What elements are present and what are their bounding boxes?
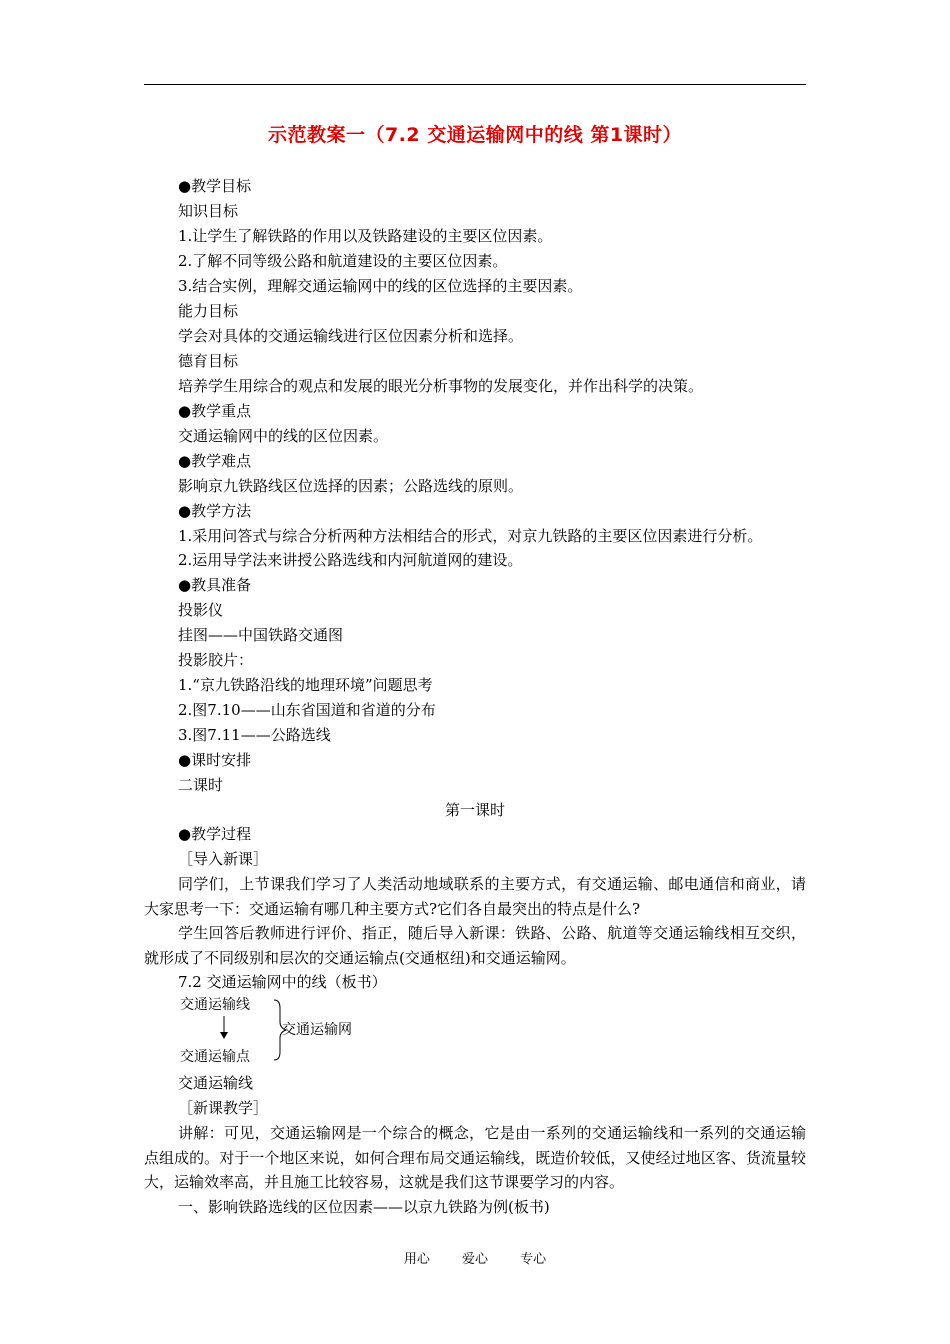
page-title: 示范教案一（7.2 交通运输网中的线 第1课时） xyxy=(267,124,683,146)
text-line: 1.采用问答式与综合分析两种方法相结合的形式，对京九铁路的主要区位因素进行分析。 xyxy=(178,527,763,545)
text-line: 2.运用导学法来讲授公路选线和内河航道网的建设。 xyxy=(178,551,523,569)
text-line: 交通运输网中的线的区位因素。 xyxy=(178,427,389,445)
text-line: ●教学难点 xyxy=(178,452,252,470)
text-line: 交通运输线 xyxy=(178,1074,254,1092)
text-line: 3.图7.11——公路选线 xyxy=(178,726,331,744)
paragraph-section-one: 一、影响铁路选线的区位因素——以京九铁路为例(板书) xyxy=(178,1198,550,1216)
text-line: 二课时 xyxy=(178,776,224,794)
page-footer xyxy=(0,1248,950,1267)
paragraph-answer: 学生回答后教师进行评价、指正，随后导入新课：铁路、公路、航道等交通运输线相互交织，就形成了不同级别和层次的交通运输点(交通枢纽)和交通运输网。 xyxy=(144,924,806,967)
footer-text: 专心 xyxy=(520,1252,547,1267)
footer-text: 爱心 xyxy=(461,1252,488,1267)
text-line: 1.让学生了解铁路的作用以及铁路建设的主要区位因素。 xyxy=(178,227,553,245)
intro-heading: ［导入新课］ xyxy=(178,850,269,868)
text-line: 1.“京九铁路沿线的地理环境”问题思考 xyxy=(178,676,433,694)
header-rule xyxy=(144,84,806,85)
text-line: ●教学方法 xyxy=(178,502,252,520)
diagram-label-network: 交通运输网 xyxy=(282,1022,352,1038)
board-heading: 7.2 交通运输网中的线（板书） xyxy=(178,973,387,991)
lesson-heading: 第一课时 xyxy=(444,801,505,819)
text-line: 影响京九铁路线区位选择的因素；公路选线的原则。 xyxy=(178,477,524,495)
text-line: 德育目标 xyxy=(178,352,239,370)
text-line: 挂图——中国铁路交通图 xyxy=(178,626,344,644)
text-line: 投影胶片： xyxy=(178,651,254,669)
transport-network-diagram xyxy=(178,994,398,1066)
down-arrow-icon xyxy=(220,1032,228,1039)
text-line: ●教学重点 xyxy=(178,402,252,420)
paragraph-intro: 同学们，上节课我们学习了人类活动地域联系的主要方式，有交通运输、邮电通信和商业，请大家思考一下：交通运输有哪几种主要方式?它们各自最突出的特点是什么? xyxy=(144,875,806,918)
text-line: 2.图7.10——山东省国道和省道的分布 xyxy=(178,701,436,719)
text-line: ●教学目标 xyxy=(178,177,252,195)
new-lesson-heading: ［新课教学］ xyxy=(178,1099,269,1117)
text-line: 知识目标 xyxy=(178,202,239,220)
text-line: 能力目标 xyxy=(178,302,239,320)
diagram-label-line: 交通运输线 xyxy=(180,997,250,1013)
text-line: 投影仪 xyxy=(178,601,224,619)
paragraph-explanation: 讲解：可见，交通运输网是一个综合的概念，它是由一系列的交通运输线和一系列的交通运输点组成的。对于一个地区来说，如何合理布局交通运输线，既造价较低，又使经过地区客、货流量较大，运输效率高，并且施工比较容易，这就是我们这节课要学习的内容。 xyxy=(144,1124,806,1191)
text-line: 3.结合实例，理解交通运输网中的线的区位选择的主要因素。 xyxy=(178,277,583,295)
text-line: 培养学生用综合的观点和发展的眼光分析事物的发展变化，并作出科学的决策。 xyxy=(178,377,704,395)
text-line: 学会对具体的交通运输线进行区位因素分析和选择。 xyxy=(178,327,524,345)
process-heading: ●教学过程 xyxy=(178,825,252,843)
text-line: 2.了解不同等级公路和航道建设的主要区位因素。 xyxy=(178,252,508,270)
text-line: ●教具准备 xyxy=(178,576,252,594)
text-line: ●课时安排 xyxy=(178,751,252,769)
diagram-label-point: 交通运输点 xyxy=(180,1049,250,1065)
footer-text: 用心 xyxy=(403,1252,430,1267)
